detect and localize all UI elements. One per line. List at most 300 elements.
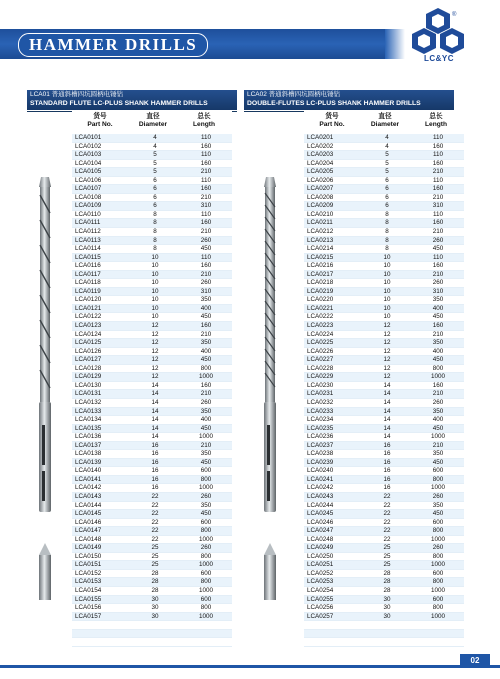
diameter-cell: 25 [130, 552, 180, 561]
diameter-cell: 16 [130, 441, 180, 450]
part-number-cell: LCA0220 [304, 296, 362, 305]
diameter-cell: 4 [362, 134, 412, 142]
length-cell: 350 [180, 407, 232, 416]
empty-cell [72, 621, 130, 630]
table-row [72, 604, 232, 613]
diameter-cell: 14 [362, 433, 412, 442]
length-cell: 160 [412, 322, 464, 331]
diameter-cell: 16 [362, 484, 412, 493]
part-number-cell: LCA0132 [72, 398, 130, 407]
table-row [304, 561, 464, 570]
part-number-cell: LCA0125 [72, 339, 130, 348]
table-row [72, 279, 232, 288]
part-number-cell: LCA0128 [72, 364, 130, 373]
part-number-cell: LCA0253 [304, 578, 362, 587]
diameter-cell: 14 [130, 433, 180, 442]
length-cell: 450 [412, 424, 464, 433]
length-cell: 400 [412, 347, 464, 356]
table-row [304, 219, 464, 228]
diameter-cell: 6 [130, 202, 180, 211]
length-cell: 1000 [180, 535, 232, 544]
length-cell: 260 [412, 492, 464, 501]
part-number-cell: LCA0151 [72, 561, 130, 570]
left-table-header [72, 110, 232, 134]
diameter-cell: 22 [130, 501, 180, 510]
table-row [304, 330, 464, 339]
part-number-cell: LCA0238 [304, 450, 362, 459]
diameter-cell: 12 [362, 347, 412, 356]
diameter-cell: 8 [130, 228, 180, 237]
length-cell: 210 [180, 168, 232, 177]
left-section-title-en: STANDARD FLUTE LC-PLUS SHANK HAMMER DRILLS [30, 100, 208, 107]
diameter-cell: 14 [362, 381, 412, 390]
table-row-empty [304, 629, 464, 638]
length-cell: 160 [412, 185, 464, 194]
table-row-empty [304, 638, 464, 647]
part-number-cell: LCA0123 [72, 322, 130, 331]
diameter-cell: 25 [130, 544, 180, 553]
part-number-cell: LCA0234 [304, 416, 362, 425]
length-cell: 260 [180, 398, 232, 407]
table-row [72, 347, 232, 356]
diameter-cell: 12 [130, 339, 180, 348]
length-cell: 160 [180, 185, 232, 194]
top-margin [0, 0, 500, 6]
length-cell: 210 [412, 441, 464, 450]
length-cell: 310 [180, 202, 232, 211]
diameter-cell: 4 [130, 142, 180, 151]
diameter-cell: 6 [362, 176, 412, 185]
right-section-title-cn: LCA02 普通斜槽四坑圆柄电锤钻 [247, 91, 341, 98]
table-row [304, 424, 464, 433]
length-cell: 450 [412, 510, 464, 519]
part-number-cell: LCA0229 [304, 373, 362, 382]
part-number-cell: LCA0137 [72, 441, 130, 450]
length-cell: 600 [180, 518, 232, 527]
diameter-cell: 12 [362, 373, 412, 382]
diameter-cell: 10 [130, 304, 180, 313]
length-cell: 210 [180, 193, 232, 202]
table-row [72, 185, 232, 194]
length-cell: 400 [180, 304, 232, 313]
table-row [72, 450, 232, 459]
table-row [72, 578, 232, 587]
length-cell: 110 [412, 210, 464, 219]
part-number-cell: LCA0141 [72, 475, 130, 484]
diameter-cell: 22 [362, 518, 412, 527]
table-row [304, 202, 464, 211]
table-row [72, 552, 232, 561]
diameter-cell: 28 [130, 586, 180, 595]
part-number-cell: LCA0221 [304, 304, 362, 313]
part-number-cell: LCA0136 [72, 433, 130, 442]
part-number-cell: LCA0228 [304, 364, 362, 373]
part-number-cell: LCA0249 [304, 544, 362, 553]
length-cell: 800 [180, 364, 232, 373]
part-number-cell: LCA0252 [304, 569, 362, 578]
length-cell: 800 [412, 364, 464, 373]
diameter-cell: 28 [130, 569, 180, 578]
length-cell: 210 [180, 270, 232, 279]
part-number-cell: LCA0247 [304, 527, 362, 536]
part-number-cell: LCA0240 [304, 467, 362, 476]
table-row [72, 535, 232, 544]
empty-cell [412, 629, 464, 638]
diameter-cell: 10 [362, 313, 412, 322]
table-row-empty [72, 629, 232, 638]
part-number-cell: LCA0204 [304, 159, 362, 168]
length-cell: 800 [180, 475, 232, 484]
table-row [304, 381, 464, 390]
table-row [72, 441, 232, 450]
table-row [72, 228, 232, 237]
table-row [72, 322, 232, 331]
table-row [304, 390, 464, 399]
part-number-cell: LCA0201 [304, 134, 362, 142]
part-number-cell: LCA0116 [72, 262, 130, 271]
table-row [304, 569, 464, 578]
diameter-cell: 12 [130, 356, 180, 365]
part-number-cell: LCA0248 [304, 535, 362, 544]
diameter-cell: 16 [130, 458, 180, 467]
diameter-cell: 10 [362, 304, 412, 313]
table-row [304, 552, 464, 561]
table-row [304, 228, 464, 237]
part-number-cell: LCA0140 [72, 467, 130, 476]
part-number-cell: LCA0134 [72, 416, 130, 425]
length-cell: 160 [412, 381, 464, 390]
table-row [72, 595, 232, 604]
table-row [72, 202, 232, 211]
length-cell: 1000 [180, 612, 232, 621]
length-cell: 600 [412, 569, 464, 578]
table-row [304, 142, 464, 151]
empty-cell [180, 638, 232, 647]
length-cell: 600 [180, 467, 232, 476]
empty-cell [180, 621, 232, 630]
part-number-cell: LCA0203 [304, 151, 362, 160]
table-row [304, 168, 464, 177]
part-number-cell: LCA0206 [304, 176, 362, 185]
diameter-cell: 12 [130, 330, 180, 339]
length-cell: 350 [180, 501, 232, 510]
right-table-body [304, 134, 464, 647]
right-section-header [244, 88, 454, 110]
diameter-cell: 28 [362, 578, 412, 587]
table-row [304, 159, 464, 168]
part-number-cell: LCA0231 [304, 390, 362, 399]
length-cell: 350 [180, 450, 232, 459]
table-row [304, 416, 464, 425]
length-cell: 260 [180, 279, 232, 288]
part-number-cell: LCA0254 [304, 586, 362, 595]
table-row [304, 134, 464, 142]
length-cell: 160 [180, 262, 232, 271]
length-cell: 1000 [180, 433, 232, 442]
diameter-cell: 30 [130, 595, 180, 604]
table-row [304, 151, 464, 160]
table-row-empty [72, 638, 232, 647]
length-cell: 160 [412, 142, 464, 151]
table-row [304, 544, 464, 553]
diameter-cell: 22 [130, 518, 180, 527]
length-cell: 110 [180, 134, 232, 142]
empty-cell [130, 638, 180, 647]
diameter-cell: 8 [130, 245, 180, 254]
diameter-cell: 8 [130, 236, 180, 245]
part-number-cell: LCA0155 [72, 595, 130, 604]
table-row [72, 364, 232, 373]
diameter-cell: 6 [130, 176, 180, 185]
diameter-cell: 16 [362, 441, 412, 450]
part-no-header: 货号 Part No. [319, 113, 345, 128]
part-number-cell: LCA0117 [72, 270, 130, 279]
length-cell: 260 [412, 236, 464, 245]
length-cell: 1000 [412, 586, 464, 595]
diameter-cell: 30 [362, 604, 412, 613]
length-cell: 350 [412, 501, 464, 510]
table-row [72, 253, 232, 262]
table-row [304, 467, 464, 476]
length-cell: 210 [180, 390, 232, 399]
length-cell: 450 [412, 245, 464, 254]
table-row [72, 313, 232, 322]
table-row [72, 424, 232, 433]
empty-cell [362, 629, 412, 638]
part-number-cell: LCA0243 [304, 492, 362, 501]
part-number-cell: LCA0236 [304, 433, 362, 442]
length-cell: 350 [412, 296, 464, 305]
length-cell: 110 [180, 176, 232, 185]
table-row [72, 586, 232, 595]
length-cell: 110 [180, 253, 232, 262]
table-row [304, 492, 464, 501]
diameter-cell: 16 [130, 450, 180, 459]
length-cell: 450 [180, 458, 232, 467]
part-number-cell: LCA0245 [304, 510, 362, 519]
table-row [304, 595, 464, 604]
table-row [72, 142, 232, 151]
part-number-cell: LCA0217 [304, 270, 362, 279]
diameter-cell: 12 [130, 364, 180, 373]
diameter-cell: 30 [362, 612, 412, 621]
diameter-cell: 14 [362, 407, 412, 416]
table-row [72, 210, 232, 219]
part-number-cell: LCA0244 [304, 501, 362, 510]
length-header: 总长 Length [193, 113, 215, 128]
part-number-cell: LCA0102 [72, 142, 130, 151]
table-row [72, 458, 232, 467]
length-cell: 110 [180, 151, 232, 160]
part-number-cell: LCA0115 [72, 253, 130, 262]
table-row [72, 193, 232, 202]
table-row [72, 245, 232, 254]
length-cell: 600 [180, 569, 232, 578]
length-cell: 1000 [180, 373, 232, 382]
length-cell: 210 [412, 193, 464, 202]
part-number-cell: LCA0242 [304, 484, 362, 493]
table-row [72, 518, 232, 527]
table-row [304, 450, 464, 459]
empty-cell [412, 621, 464, 630]
diameter-cell: 10 [362, 296, 412, 305]
diameter-cell: 22 [130, 510, 180, 519]
title-banner-fade [385, 29, 405, 59]
diameter-cell: 14 [362, 416, 412, 425]
length-cell: 310 [412, 202, 464, 211]
table-row [304, 193, 464, 202]
empty-cell [412, 638, 464, 647]
length-cell: 260 [412, 544, 464, 553]
part-number-cell: LCA0129 [72, 373, 130, 382]
table-row [72, 612, 232, 621]
table-row [72, 287, 232, 296]
table-row [304, 210, 464, 219]
part-number-cell: LCA0218 [304, 279, 362, 288]
diameter-cell: 10 [130, 270, 180, 279]
diameter-cell: 8 [130, 210, 180, 219]
part-number-cell: LCA0237 [304, 441, 362, 450]
table-row [304, 398, 464, 407]
part-number-cell: LCA0110 [72, 210, 130, 219]
length-cell: 160 [412, 262, 464, 271]
length-cell: 160 [412, 159, 464, 168]
empty-cell [362, 638, 412, 647]
part-number-cell: LCA0150 [72, 552, 130, 561]
length-cell: 600 [412, 518, 464, 527]
length-cell: 260 [412, 279, 464, 288]
table-row [304, 339, 464, 348]
part-number-cell: LCA0210 [304, 210, 362, 219]
table-row [304, 535, 464, 544]
diameter-cell: 16 [362, 458, 412, 467]
diameter-cell: 14 [130, 390, 180, 399]
length-cell: 210 [412, 270, 464, 279]
length-cell: 450 [180, 245, 232, 254]
left-section-header [27, 88, 237, 110]
table-row [304, 458, 464, 467]
table-row [304, 441, 464, 450]
table-row [72, 262, 232, 271]
part-number-cell: LCA0239 [304, 458, 362, 467]
length-cell: 600 [412, 467, 464, 476]
table-row [304, 296, 464, 305]
length-cell: 450 [180, 356, 232, 365]
table-row [72, 356, 232, 365]
diameter-cell: 6 [130, 185, 180, 194]
part-number-cell: LCA0230 [304, 381, 362, 390]
diameter-cell: 8 [130, 219, 180, 228]
length-cell: 110 [180, 210, 232, 219]
diameter-cell: 10 [362, 279, 412, 288]
diameter-cell: 25 [362, 552, 412, 561]
table-row [304, 304, 464, 313]
part-number-cell: LCA0154 [72, 586, 130, 595]
table-row [304, 475, 464, 484]
length-cell: 260 [180, 492, 232, 501]
part-number-cell: LCA0214 [304, 245, 362, 254]
drill-bit-image-left [35, 175, 55, 615]
table-row [304, 501, 464, 510]
table-row [72, 569, 232, 578]
table-row [304, 270, 464, 279]
part-number-cell: LCA0246 [304, 518, 362, 527]
table-row [304, 518, 464, 527]
empty-cell [304, 638, 362, 647]
table-row [304, 407, 464, 416]
part-number-cell: LCA0114 [72, 245, 130, 254]
left-table [72, 110, 232, 647]
table-row [72, 151, 232, 160]
length-cell: 400 [412, 304, 464, 313]
table-row [72, 296, 232, 305]
part-number-cell: LCA0121 [72, 304, 130, 313]
diameter-cell: 22 [362, 492, 412, 501]
part-number-cell: LCA0108 [72, 193, 130, 202]
length-cell: 800 [412, 475, 464, 484]
table-row [304, 313, 464, 322]
part-number-cell: LCA0232 [304, 398, 362, 407]
table-row [72, 544, 232, 553]
page-number: 02 [460, 654, 490, 668]
part-number-cell: LCA0255 [304, 595, 362, 604]
length-cell: 800 [180, 527, 232, 536]
brand-name: LC&YC [423, 54, 455, 63]
diameter-cell: 12 [130, 322, 180, 331]
table-row [72, 168, 232, 177]
table-row [72, 484, 232, 493]
length-cell: 210 [412, 330, 464, 339]
diameter-cell: 28 [362, 586, 412, 595]
diameter-cell: 14 [130, 424, 180, 433]
part-number-cell: LCA0215 [304, 253, 362, 262]
part-number-cell: LCA0135 [72, 424, 130, 433]
diameter-cell: 14 [130, 416, 180, 425]
part-number-cell: LCA0106 [72, 176, 130, 185]
diameter-cell: 5 [130, 159, 180, 168]
diameter-cell: 25 [362, 544, 412, 553]
length-cell: 160 [180, 219, 232, 228]
part-number-cell: LCA0126 [72, 347, 130, 356]
length-cell: 160 [180, 159, 232, 168]
length-cell: 1000 [180, 484, 232, 493]
registered-mark-icon: ® [452, 12, 457, 18]
table-row [304, 279, 464, 288]
part-number-cell: LCA0127 [72, 356, 130, 365]
table-row [72, 501, 232, 510]
table-row [304, 253, 464, 262]
length-cell: 350 [412, 407, 464, 416]
part-number-cell: LCA0212 [304, 228, 362, 237]
table-row [304, 322, 464, 331]
diameter-cell: 12 [130, 347, 180, 356]
length-cell: 160 [180, 142, 232, 151]
table-row-empty [72, 621, 232, 630]
part-number-cell: LCA0112 [72, 228, 130, 237]
drill-bit-image-right [260, 175, 280, 615]
part-number-cell: LCA0104 [72, 159, 130, 168]
part-number-cell: LCA0149 [72, 544, 130, 553]
table-row [72, 416, 232, 425]
diameter-cell: 4 [130, 134, 180, 142]
empty-cell [72, 629, 130, 638]
diameter-cell: 8 [362, 245, 412, 254]
part-number-cell: LCA0209 [304, 202, 362, 211]
table-row [72, 407, 232, 416]
diameter-cell: 22 [362, 535, 412, 544]
table-row [304, 373, 464, 382]
table-row [72, 492, 232, 501]
